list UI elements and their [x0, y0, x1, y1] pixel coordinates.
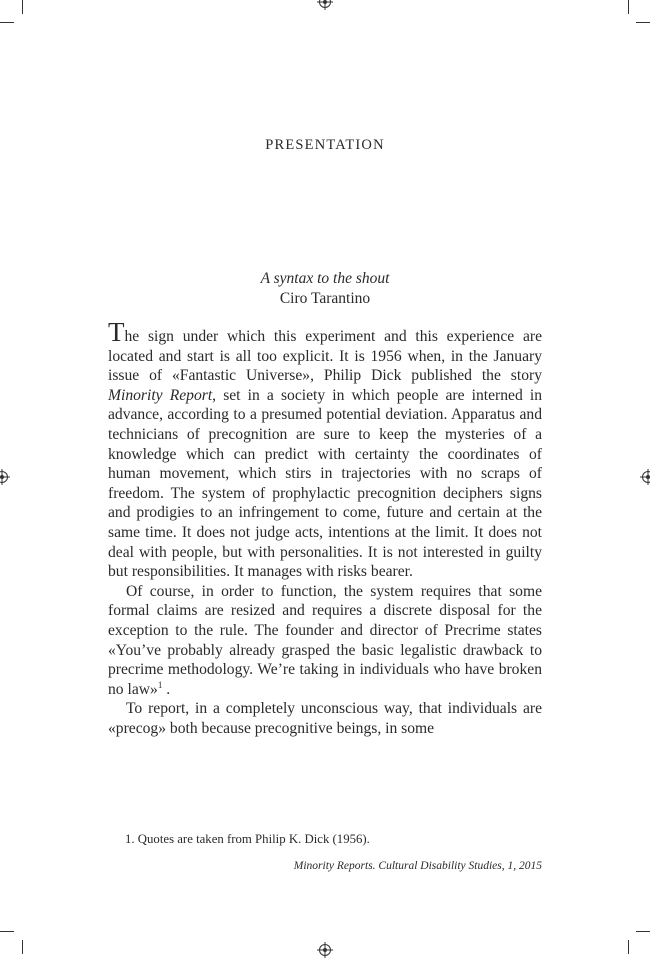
paragraph-2-text: Of course, in order to function, the system requires that some formal claims are resized and requires a discrete disposal for the exception to the rule. The founder and director of Precrime states «You’ve probably already grasped the basic legalistic drawback to precrime methodology. We’re taking in individuals who have broken no law» — [108, 582, 542, 698]
footnote: 1. Quotes are taken from Philip K. Dick (1956). — [125, 832, 370, 846]
paragraph-1 — [108, 317, 542, 582]
drop-cap: T — [108, 317, 125, 347]
paragraph-3 — [108, 699, 542, 738]
paragraph-2 — [108, 582, 542, 700]
paragraph-2-end: . — [162, 680, 171, 698]
registration-mark-top-icon — [319, 0, 331, 8]
crop-mark-top-left — [22, 0, 23, 14]
crop-mark-top-right — [628, 0, 629, 14]
paragraph-1-text-a: he sign under which this experiment and this experience are located and start is all too explicit. It is 1956 when, in the January issue of «Fantastic Universe», Philip Dick published the story — [108, 328, 542, 385]
registration-mark-bottom-icon — [319, 944, 331, 956]
crop-mark-bottom-left — [22, 940, 23, 954]
crop-mark-bottom-right-h — [636, 931, 650, 932]
registration-mark-right-icon — [642, 471, 650, 483]
running-footer: Minority Reports. Cultural Disability Studies, 1, 2015 — [293, 860, 542, 872]
body-text — [108, 317, 542, 738]
registration-mark-left-icon — [0, 471, 8, 483]
crop-mark-bottom-left-h — [0, 931, 14, 932]
paragraph-3-text: To report, in a completely unconscious way, that individuals are «precog» both because precognitive beings, in some — [108, 700, 542, 737]
crop-mark-top-left-h — [0, 22, 14, 23]
article-author: Ciro Tarantino — [279, 290, 371, 307]
story-title: Minority Report — [108, 386, 213, 404]
crop-mark-bottom-right — [628, 940, 629, 954]
article-title: A syntax to the shout — [260, 270, 390, 287]
footnote-reference[interactable]: 1 — [157, 679, 163, 690]
crop-mark-top-right-h — [636, 22, 650, 23]
paragraph-1-text-b: , set in a society in which people are interned in advance, according to a presumed potential deviation. Apparatus and technicians of precognition are sure to keep the mysteries of a knowledge which can predict with certainty the coordinates of human movement, which stirs in trajectories with no scraps of freedom. The system of prophylactic precognition deciphers signs and prodigies to an infringement to come, future and certain at the same time. It does not judge acts, intentions at the limit. It does not deal with people, but with personalities. It is not interested in guilty but responsibilities. It manages with risks bearer. — [108, 386, 542, 581]
section-title: PRESENTATION — [265, 137, 385, 153]
